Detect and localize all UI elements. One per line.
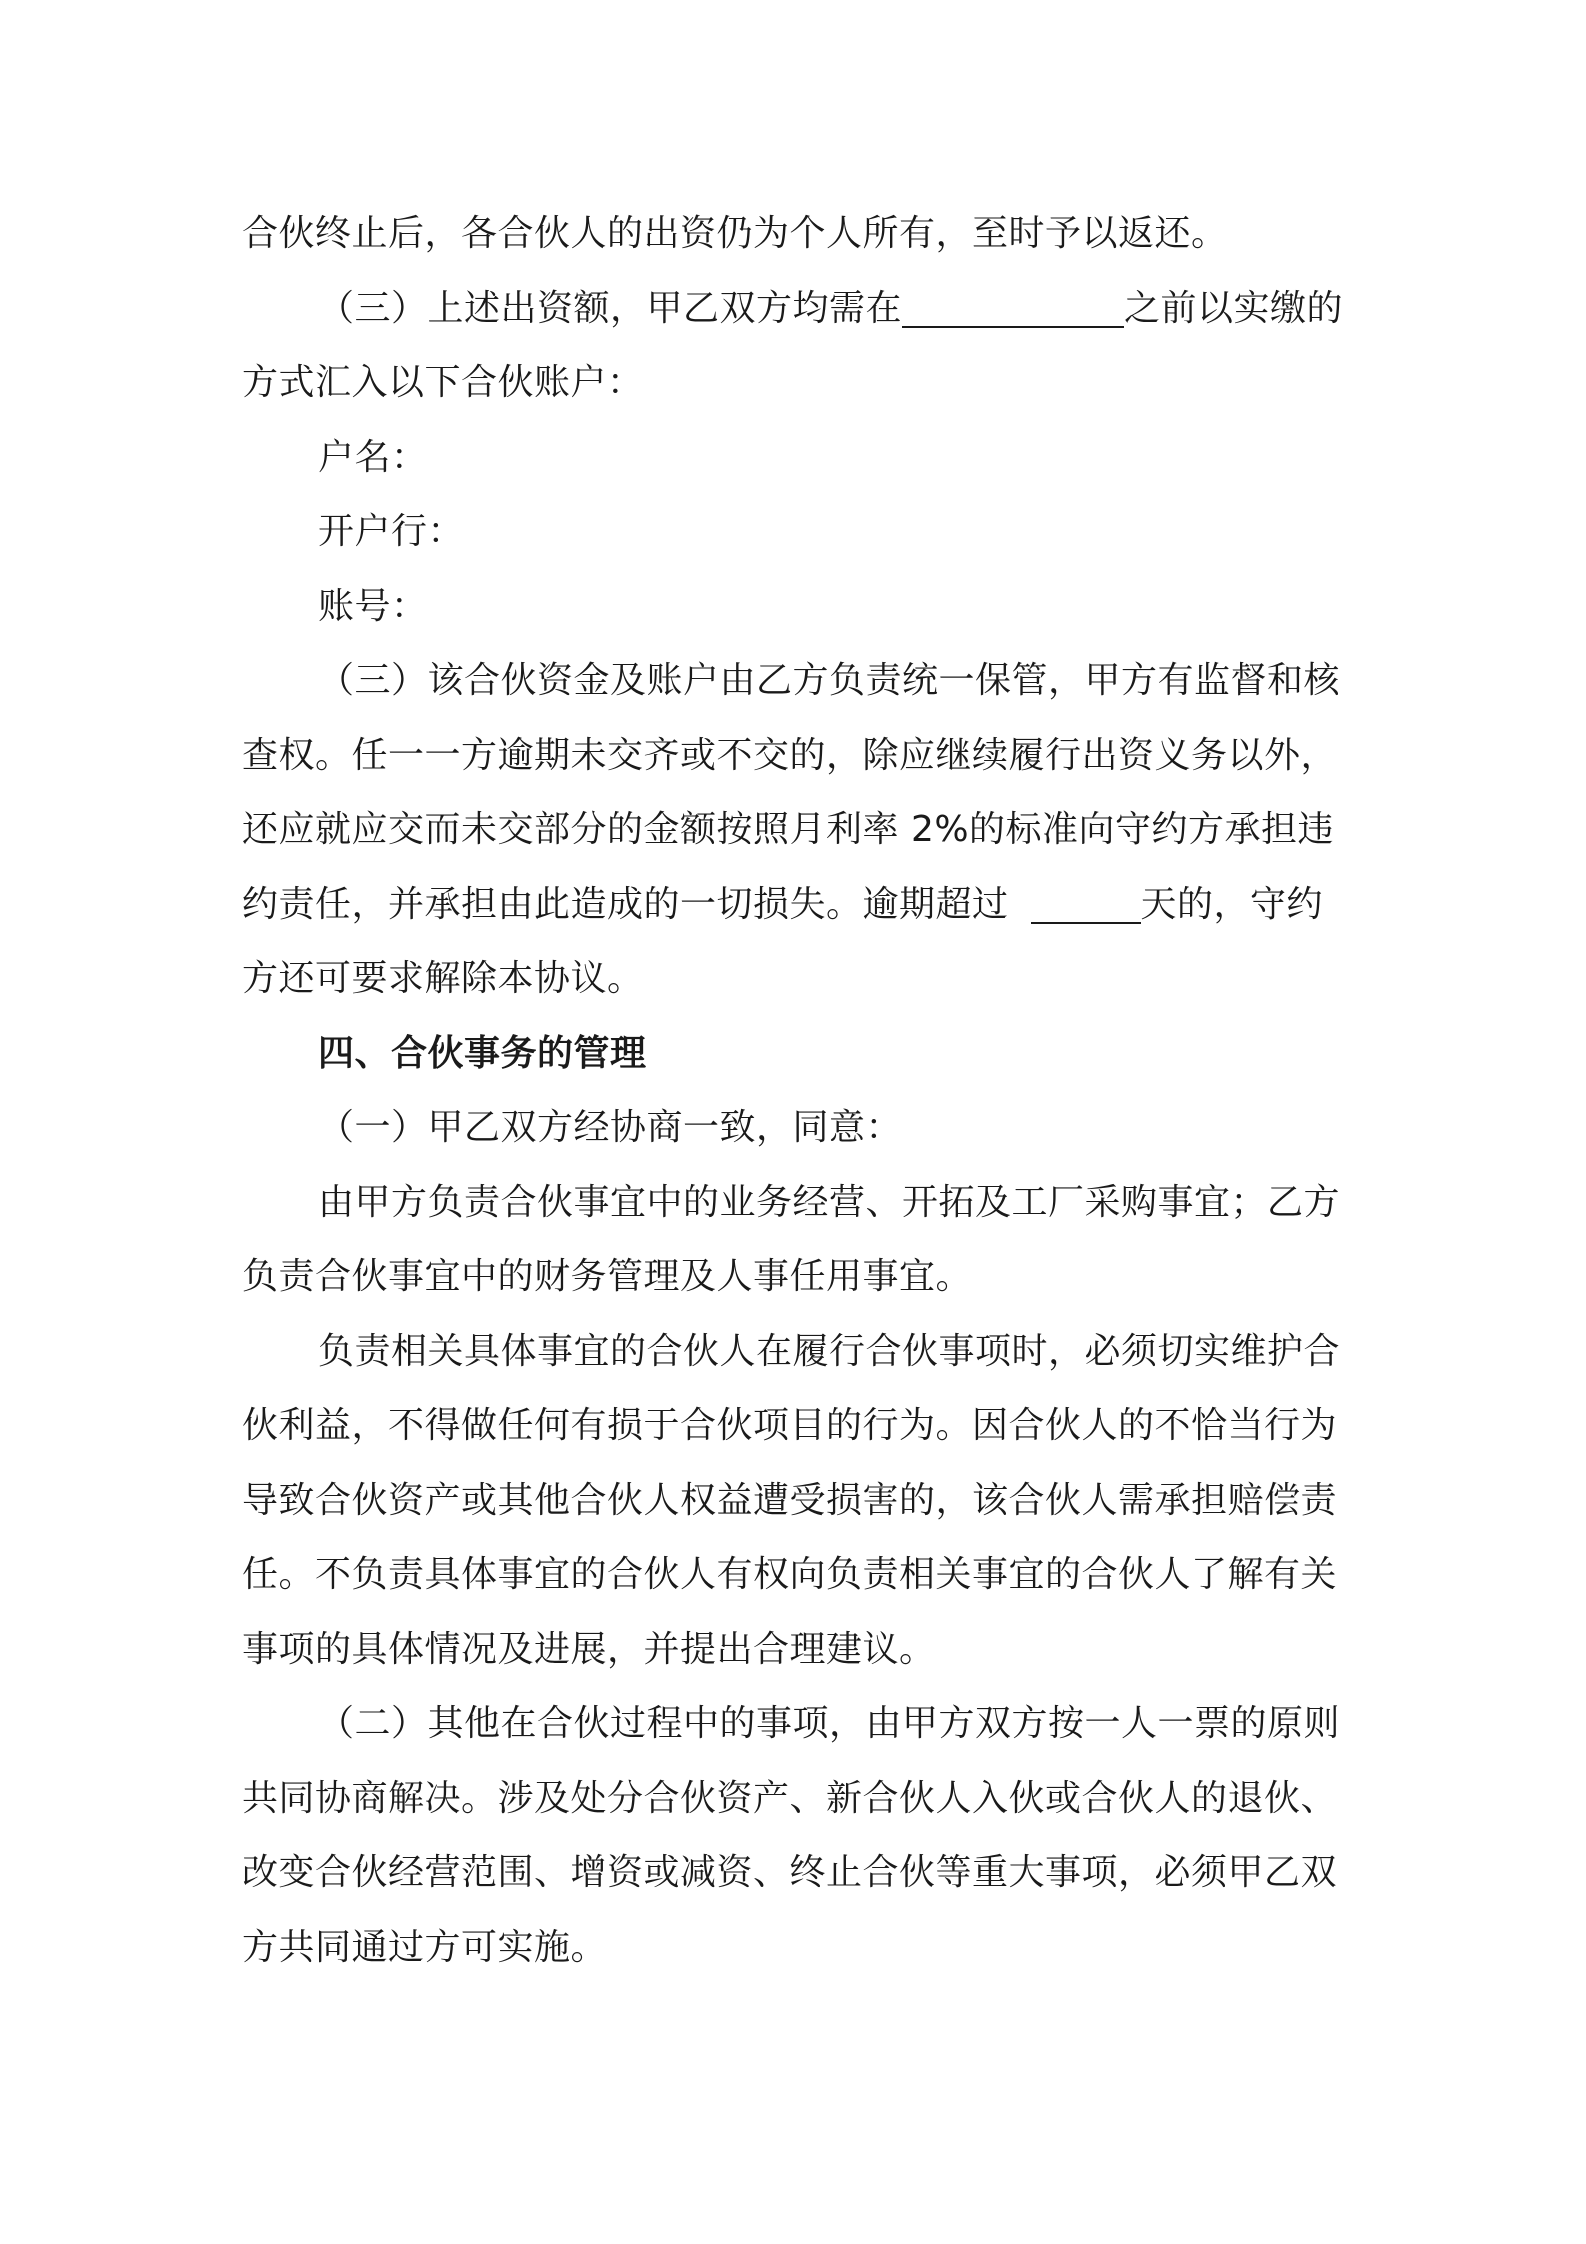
paragraph-line: 还应就应交而未交部分的金额按照月利率 2%的标准向守约方承担违: [242, 809, 1335, 850]
paragraph-line: 改变合伙经营范围、增资或减资、终止合伙等重大事项，必须甲乙双: [242, 1852, 1338, 1893]
paragraph-line: [242, 868, 1352, 943]
document-body: [242, 197, 1352, 1985]
paragraph-line: 导致合伙资产或其他合伙人权益遭受损害的，该合伙人需承担赔偿责: [242, 1479, 1338, 1521]
paragraph-line: 共同协商解决。涉及处分合伙资产、新合伙人入伙或合伙人的退伙、: [242, 1777, 1338, 1819]
paragraph-line: 负责相关具体事宜的合伙人在履行合伙事项时，必须切实维护合: [318, 1330, 1341, 1372]
line-text: 天的，守约: [1140, 883, 1324, 925]
account-name-label: 户名：: [318, 436, 428, 478]
account-number-label: 账号：: [318, 585, 428, 627]
paragraph-line: 负责合伙事宜中的财务管理及人事任用事宜。: [242, 1256, 973, 1297]
paragraph-line: （一）甲乙双方经协商一致，同意：: [318, 1107, 903, 1148]
paragraph-line: （三）该合伙资金及账户由乙方负责统一保管，甲方有监督和核: [318, 660, 1341, 701]
paragraph-line: [242, 272, 1352, 347]
bank-label: 开户行：: [318, 511, 465, 552]
paragraph-line: 合伙终止后，各合伙人的出资仍为个人所有，至时予以返还。: [242, 213, 1228, 254]
paragraph-line: 方共同通过方可实施。: [242, 1926, 608, 1968]
paragraph-line: （二）其他在合伙过程中的事项，由甲方双方按一人一票的原则: [318, 1703, 1341, 1744]
paragraph-line: 事项的具体情况及进展，并提出合理建议。: [242, 1628, 936, 1670]
line-text: 之前以实缴的: [1124, 287, 1344, 329]
paragraph-line: 任。不负责具体事宜的合伙人有权向负责相关事宜的合伙人了解有关: [242, 1554, 1338, 1595]
paragraph-line: 方式汇入以下合伙账户：: [242, 362, 644, 403]
paragraph-line: 查权。任一一方逾期未交齐或不交的，除应继续履行出资义务以外，: [242, 734, 1338, 776]
fill-in-blank-date: [902, 290, 1124, 328]
line-text: （三）上述出资额，甲乙双方均需在: [318, 287, 903, 329]
line-text: 约责任，并承担由此造成的一切损失。逾期超过: [242, 883, 1009, 925]
paragraph-line: 由甲方负责合伙事宜中的业务经营、开拓及工厂采购事宜；乙方: [318, 1181, 1341, 1223]
fill-in-blank-days: [1031, 886, 1141, 924]
paragraph-line: 伙利益，不得做任何有损于合伙项目的行为。因合伙人的不恰当行为: [242, 1405, 1338, 1446]
paragraph-line: 方还可要求解除本协议。: [242, 958, 644, 999]
section-heading: 四、合伙事务的管理: [318, 1032, 647, 1074]
